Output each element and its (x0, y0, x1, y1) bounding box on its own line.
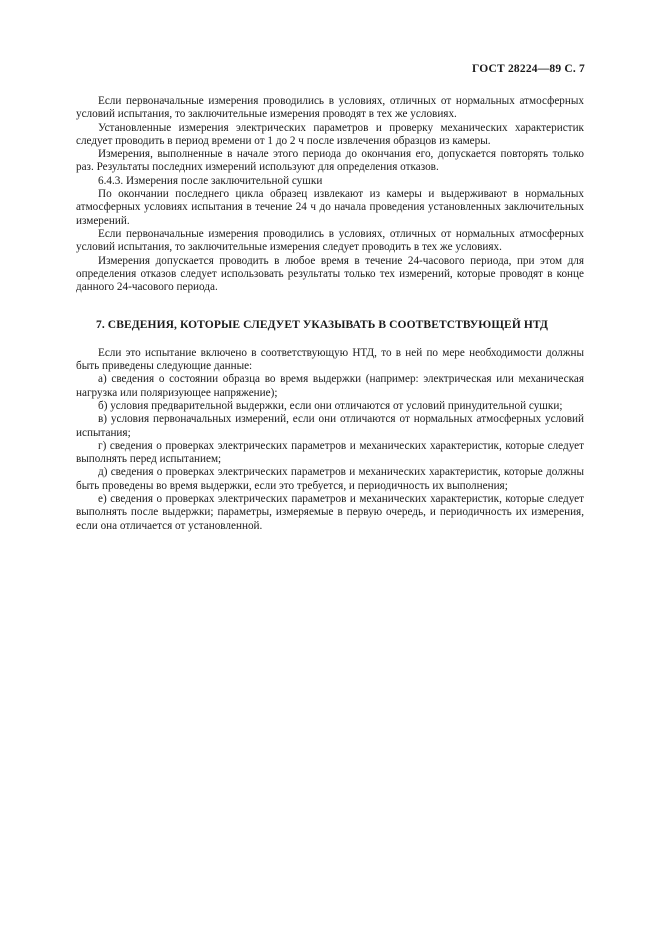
paragraph: Измерения, выполненные в начале этого периода до окончания его, допускается повторять только раз. Результаты последних измерений используют для определения отказов. (76, 148, 584, 174)
list-item: б) условия предварительной выдержки, если они отличаются от условий принудительной сушки; (98, 399, 563, 412)
list-item: а) сведения о состоянии образца во время выдержки (например: электрическая или механическая нагрузка или поляризующее напряжение); (76, 373, 584, 399)
paragraph: Измерения допускается проводить в любое время в течение 24-часового периода, при этом для определения отказов следует использовать результаты только тех измерений, которые проводят в конце данного 24-часового периода. (76, 254, 584, 294)
page-header: ГОСТ 28224—89 С. 7 (472, 63, 585, 75)
list-item: д) сведения о проверках электрических параметров и механических характеристик, которые должны быть проведены во время выдержки, если это требуется, и периодичность их выполнения; (76, 466, 584, 492)
paragraph: Если первоначальные измерения проводились в условиях, отличных от нормальных атмосферных условий испытания, то заключительные измерения проводят в тех же условиях. (76, 95, 584, 121)
paragraph: Если первоначальные измерения проводились в условиях, отличных от нормальных атмосферных условий испытания, то заключительные измерения следует проводить в тех же условиях. (76, 227, 584, 254)
section-7-text (76, 347, 584, 533)
list-item: в) условия первоначальных измерений, если они отличаются от нормальных атмосферных условий испытания; (76, 413, 584, 439)
section-6-text (76, 95, 584, 294)
subsection-heading: 6.4.3. Измерения после заключительной сушки (98, 174, 323, 187)
paragraph: Установленные измерения электрических параметров и проверку механических характеристик следует проводить в период времени от 1 до 2 ч после извлечения образцов из камеры. (76, 121, 584, 147)
section-title: 7. СВЕДЕНИЯ, КОТОРЫЕ СЛЕДУЕТ УКАЗЫВАТЬ В СООТВЕТСТВУЮЩЕЙ НТД (96, 319, 548, 332)
paragraph: По окончании последнего цикла образец извлекают из камеры и выдерживают в нормальных атмосферных условиях испытания в течение 24 ч до начала проведения установленных заключительных измерений. (76, 188, 584, 227)
list-item: г) сведения о проверках электрических параметров и механических характеристик, которые следует выполнять перед испытанием; (76, 439, 584, 466)
list-item: е) сведения о проверках электрических параметров и механических характеристик, которые следует выполнять после выдержки; параметры, измеряемые в первую очередь, и периодичность их измерения, если она отличается от установленной. (76, 493, 584, 532)
paragraph: Если это испытание включено в соответствующую НТД, то в ней по мере необходимости должны быть приведены следующие данные: (76, 346, 584, 373)
document-body (76, 95, 584, 533)
